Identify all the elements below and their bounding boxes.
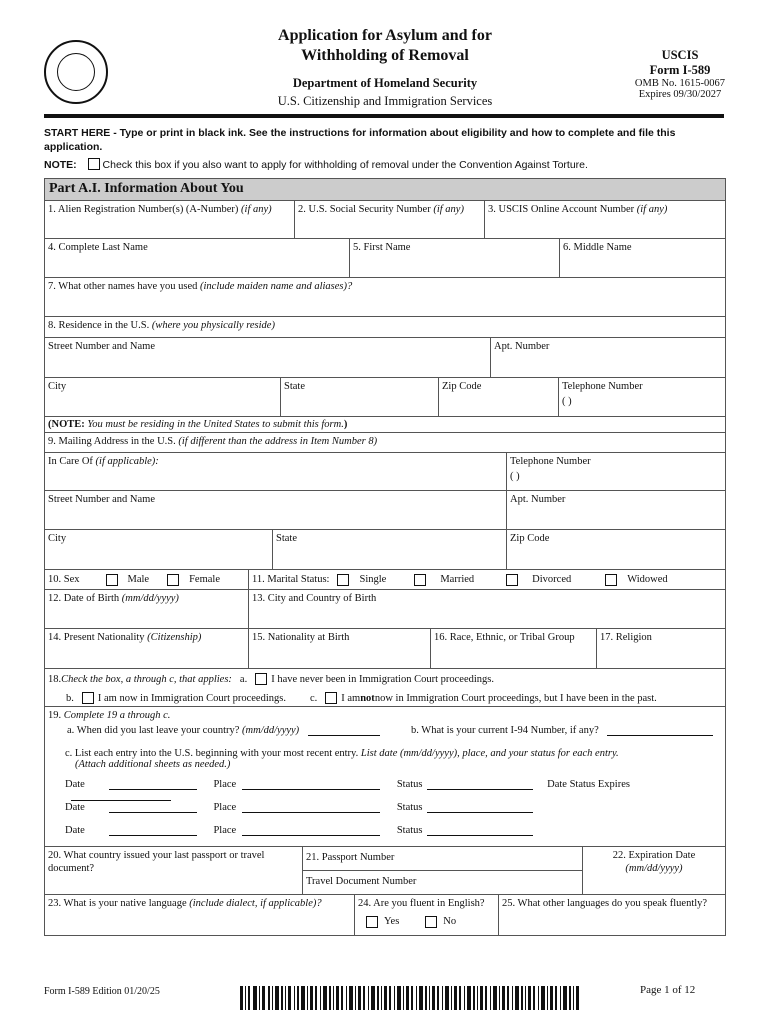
dob-field[interactable]: 12. Date of Birth (mm/dd/yyyy) [45, 590, 249, 628]
row-mailing-street [45, 491, 725, 530]
sex-male-checkbox[interactable] [106, 574, 118, 586]
status-expires-input[interactable] [71, 791, 171, 801]
residence-heading: 8. Residence in the U.S. (where you physically reside) [45, 317, 725, 338]
religion-field[interactable]: 17. Religion [600, 632, 652, 643]
first-name-field[interactable]: 5. First Name [350, 239, 560, 277]
english-fluency: 24. Are you fluent in English? Yes No [355, 895, 499, 935]
passport-numbers [303, 847, 583, 894]
race-field[interactable]: 16. Race, Ethnic, or Tribal Group [431, 629, 597, 668]
i94-input[interactable] [607, 726, 713, 736]
row-names [45, 239, 725, 278]
row-birth [45, 590, 725, 629]
form-edition: Form I-589 Edition 01/20/25 [44, 986, 160, 997]
travel-doc-field[interactable]: Travel Document Number [306, 876, 417, 887]
last-left-question: a. When did you last leave your country? (mm/dd/yyyy) [67, 725, 380, 736]
entry-status-input[interactable] [427, 803, 533, 813]
residence-zip-field[interactable]: Zip Code [439, 378, 559, 416]
mailing-apt-field[interactable]: Apt. Number [510, 494, 566, 505]
row-languages [45, 895, 725, 935]
widowed-checkbox[interactable] [605, 574, 617, 586]
last-name-field[interactable]: 4. Complete Last Name [45, 239, 350, 277]
mailing-city-field[interactable]: City [45, 530, 273, 569]
ssn-field[interactable]: 2. U.S. Social Security Number (if any) [295, 201, 485, 238]
entry-place-input[interactable] [242, 780, 380, 790]
married-checkbox[interactable] [414, 574, 426, 586]
middle-name-field[interactable]: 6. Middle Name [563, 242, 632, 253]
birth-nationality-field[interactable]: 15. Nationality at Birth [249, 629, 431, 668]
a-number-field[interactable]: 1. Alien Registration Number(s) (A-Number) (if any) [45, 201, 295, 238]
start-instructions: START HERE - Type or print in black ink. See the instructions for information about eligibility and how to complete and file this application. [44, 127, 676, 153]
marital-group: 11. Marital Status: Single Married Divorced Widowed [252, 574, 668, 585]
english-no-checkbox[interactable] [425, 916, 437, 928]
uscis-account-field[interactable]: 3. USCIS Online Account Number (if any) [488, 204, 668, 215]
i94-question: b. What is your current I-94 Number, if any? [411, 725, 713, 736]
last-left-input[interactable] [308, 726, 380, 736]
mailing-heading: 9. Mailing Address in the U.S. (if different than the address in Item Number 8) [45, 433, 725, 453]
part-a1-section [44, 178, 726, 936]
entries-instructions: c. List each entry into the U.S. beginning with your most recent entry. List date (mm/dd/yyyy), place, and your status for each entry. (Attach additional sheets as needed.) [65, 748, 619, 770]
entry-row-1: Date Place Status Date Status Expires [65, 779, 725, 801]
row-ids [45, 201, 725, 239]
mailing-zip-field[interactable]: Zip Code [510, 533, 550, 544]
residence-state-field[interactable]: State [281, 378, 439, 416]
divorced-checkbox[interactable] [506, 574, 518, 586]
other-names-field[interactable]: 7. What other names have you used (include maiden name and aliases)? [45, 278, 725, 317]
agency-name: U.S. Citizenship and Immigration Services [277, 94, 493, 108]
mailing-phone-field[interactable]: Telephone Number ( ) [510, 456, 591, 482]
row-mailing-city [45, 530, 725, 570]
residence-phone-field[interactable]: Telephone Number ( ) [562, 381, 643, 407]
entries-section: 19. Complete 19 a through c. a. When did you last leave your country? (mm/dd/yyyy) b. What is your current I-94 Number, if any? c. List each entry into the U.S. beginning with your most recent entry. List date (mm/dd/yyyy), place, and your status for each entry. (Attach additional sheets as needed.) Date Place Status Date Status Expires Date Place Status Date Place Status [45, 707, 725, 847]
dhs-seal-icon [44, 40, 108, 104]
careof-field[interactable]: In Care Of (if applicable): [45, 453, 507, 490]
mailing-state-field[interactable]: State [273, 530, 507, 569]
residence-city-field[interactable]: City [45, 378, 281, 416]
court-past-checkbox[interactable] [325, 692, 337, 704]
english-yes-checkbox[interactable] [366, 916, 378, 928]
other-languages-field[interactable]: 25. What other languages do you speak fluently? [502, 898, 708, 909]
passport-country-field[interactable]: 20. What country issued your last passport or travel document? [45, 847, 303, 894]
form-identifier: USCIS Form I-589 OMB No. 1615-0067 Expires 09/30/2027 [634, 48, 726, 100]
part-title: Part A.I. Information About You [45, 179, 725, 201]
row-passport [45, 847, 725, 895]
passport-number-field[interactable]: 21. Passport Number [303, 847, 582, 871]
entry-place-input[interactable] [242, 803, 380, 813]
row-sex-marital [45, 570, 725, 590]
court-never-checkbox[interactable] [255, 673, 267, 685]
residence-apt-field[interactable]: Apt. Number [494, 341, 550, 352]
sex-female-checkbox[interactable] [167, 574, 179, 586]
entry-status-input[interactable] [427, 826, 533, 836]
header-divider [44, 114, 724, 118]
entry-row-2: Date Place Status [65, 802, 533, 813]
sex-group: 10. Sex Male Female [45, 570, 249, 589]
present-nationality-field[interactable]: 14. Present Nationality (Citizenship) [45, 629, 249, 668]
birth-place-field[interactable]: 13. City and Country of Birth [252, 593, 377, 604]
residence-note: (NOTE: You must be residing in the United States to submit this form.) [45, 417, 725, 433]
entry-row-3: Date Place Status [65, 825, 533, 836]
native-language-field[interactable]: 23. What is your native language (include dialect, if applicable)? [45, 895, 355, 935]
department-name: Department of Homeland Security [292, 76, 478, 90]
entry-date-input[interactable] [109, 826, 197, 836]
page-number: Page 1 of 12 [640, 984, 696, 996]
row-mailing-careof [45, 453, 725, 491]
entry-date-input[interactable] [109, 803, 197, 813]
single-checkbox[interactable] [337, 574, 349, 586]
court-now-checkbox[interactable] [82, 692, 94, 704]
mailing-street-field[interactable]: Street Number and Name [45, 491, 507, 529]
row-residence-city [45, 378, 725, 417]
cat-withholding-checkbox[interactable] [88, 158, 100, 170]
entry-place-input[interactable] [242, 826, 380, 836]
row-residence-street [45, 338, 725, 378]
entry-status-input[interactable] [427, 780, 533, 790]
expiration-field[interactable]: 22. Expiration Date (mm/dd/yyyy) [612, 850, 696, 874]
row-nationality [45, 629, 725, 669]
barcode-icon [240, 986, 580, 1010]
entry-date-input[interactable] [109, 780, 197, 790]
residence-street-field[interactable]: Street Number and Name [45, 338, 491, 377]
note-line: NOTE: Check this box if you also want to apply for withholding of removal under the Convention Against Torture. [44, 159, 588, 171]
form-title: Application for Asylum and for Withholding of Removal [278, 27, 492, 64]
court-proceedings: 18. Check the box, a through c, that applies: a. I have never been in Immigration Court proceedings. b. I am now in Immigration Court proceedings. c. I am not now in Immigration Court proceedings, but I have been in the past. [45, 669, 725, 707]
